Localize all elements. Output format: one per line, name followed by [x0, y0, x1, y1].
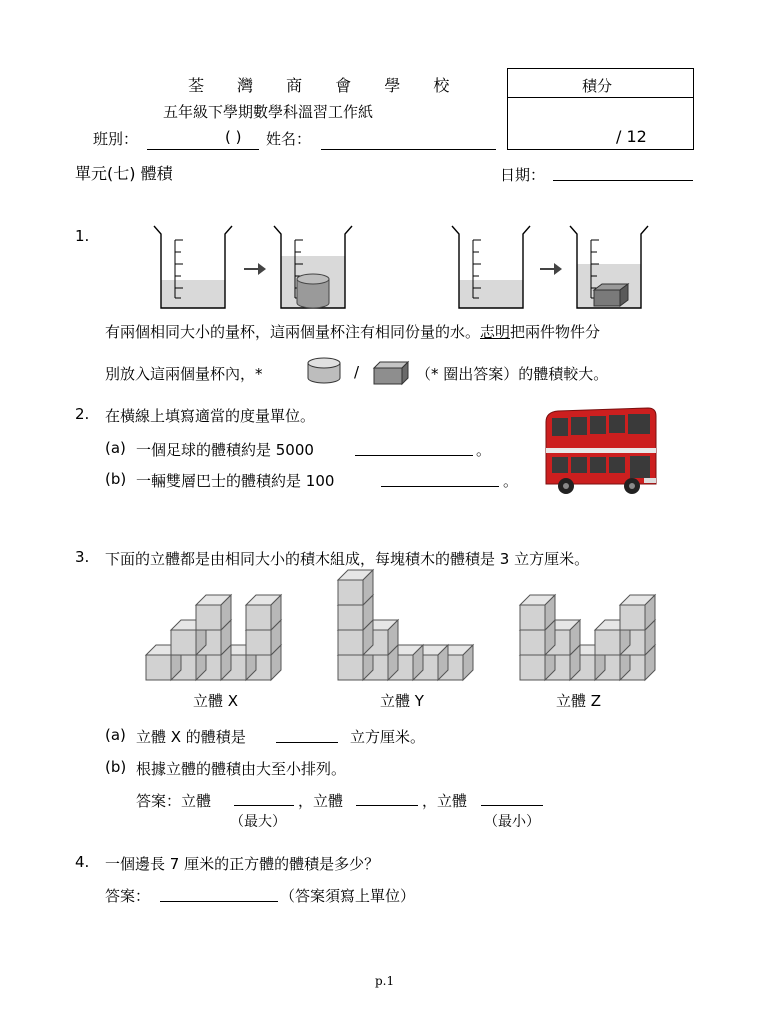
q2-prompt: 在橫線上填寫適當的度量單位。	[105, 407, 316, 425]
q1-line1: 有兩個相同大小的量杯，這兩個量杯注有相同份量的水。志明把兩件物件分	[105, 323, 601, 341]
solid-x-label: 立體 X	[193, 692, 239, 710]
largest-note: （最大）	[230, 814, 286, 830]
solid-x	[146, 595, 281, 680]
q3b-answer-label: 答案：立體	[136, 792, 212, 810]
arrow-right-icon	[540, 263, 562, 275]
q2b-answer-field[interactable]	[381, 486, 499, 487]
score-total: / 12	[616, 127, 647, 146]
beaker-3	[452, 226, 530, 308]
beaker-4	[570, 226, 648, 308]
q3b-label: (b)	[105, 758, 127, 776]
q2a-end: 。	[476, 441, 492, 459]
class-label: 班別：	[93, 130, 139, 148]
choice-slash: /	[354, 363, 360, 381]
q3-prompt: 下面的立體都是由相同大小的積木組成，每塊積木的體積是 3 立方厘米。	[105, 550, 590, 568]
q3a-text: 立體 X 的體積是	[136, 728, 246, 746]
page-number: p.1	[375, 974, 395, 988]
date-label: 日期：	[500, 166, 546, 184]
beaker-1	[154, 226, 232, 308]
solid-y-label: 立體 Y	[380, 692, 424, 710]
cylinder-choice-icon[interactable]	[306, 356, 342, 386]
q3b-answer-field-2[interactable]	[356, 805, 418, 806]
solid-z-label: 立體 Z	[556, 692, 602, 710]
school-name: 荃 灣 商 會 學 校	[188, 76, 464, 95]
q2b-text: 一輛雙層巴士的體積約是 100	[136, 472, 335, 490]
q3a-answer-field[interactable]	[276, 742, 338, 743]
unit-title: 單元(七) 體積	[75, 164, 173, 183]
class-number-paren: ( )	[225, 128, 242, 146]
q3b-comma-2: ，立體	[422, 792, 468, 810]
arrow-right-icon	[244, 263, 266, 275]
cube-solids-illustration	[140, 580, 680, 690]
q2b-label: (b)	[105, 470, 127, 488]
name-field[interactable]	[321, 149, 496, 150]
score-label: 積分	[582, 77, 613, 95]
q4-answer-label: 答案：	[105, 887, 151, 905]
cuboid-choice-icon[interactable]	[372, 360, 410, 386]
q4-prompt: 一個邊長 7 厘米的正方體的體積是多少？	[105, 855, 380, 873]
q3a-end: 立方厘米。	[350, 728, 426, 746]
q1-line2-start: 別放入這兩個量杯內，*	[105, 365, 263, 383]
q2a-answer-field[interactable]	[355, 455, 473, 456]
q3b-answer-field-3[interactable]	[481, 805, 543, 806]
q2a-text: 一個足球的體積約是 5000	[136, 441, 314, 459]
date-field[interactable]	[553, 180, 693, 181]
q1-line2-end: （* 圈出答案）的體積較大。	[416, 365, 609, 383]
q3b-comma-1: ，立體	[298, 792, 344, 810]
q2-number: 2.	[75, 405, 90, 423]
double-decker-bus-image	[540, 404, 662, 496]
q4-number: 4.	[75, 853, 90, 871]
q2a-label: (a)	[105, 439, 126, 457]
q4-answer-field[interactable]	[160, 901, 278, 902]
q3-number: 3.	[75, 548, 90, 566]
class-field[interactable]	[147, 149, 259, 150]
q3b-answer-field-1[interactable]	[234, 805, 294, 806]
q4-note: （答案須寫上單位）	[280, 887, 416, 905]
underlined-name: 志明	[480, 323, 511, 341]
q3b-text: 根據立體的體積由大至小排列。	[136, 760, 347, 778]
q2b-end: 。	[503, 472, 519, 490]
q1-number: 1.	[75, 227, 90, 245]
smallest-note: （最小）	[484, 814, 540, 830]
solid-z	[520, 595, 655, 680]
name-label: 姓名：	[266, 130, 312, 148]
worksheet-subtitle: 五年級下學期數學科溫習工作紙	[163, 103, 374, 121]
beaker-illustration	[150, 222, 670, 317]
beaker-2	[274, 226, 352, 308]
solid-y	[338, 570, 473, 680]
q3a-label: (a)	[105, 726, 126, 744]
score-box	[507, 68, 694, 150]
